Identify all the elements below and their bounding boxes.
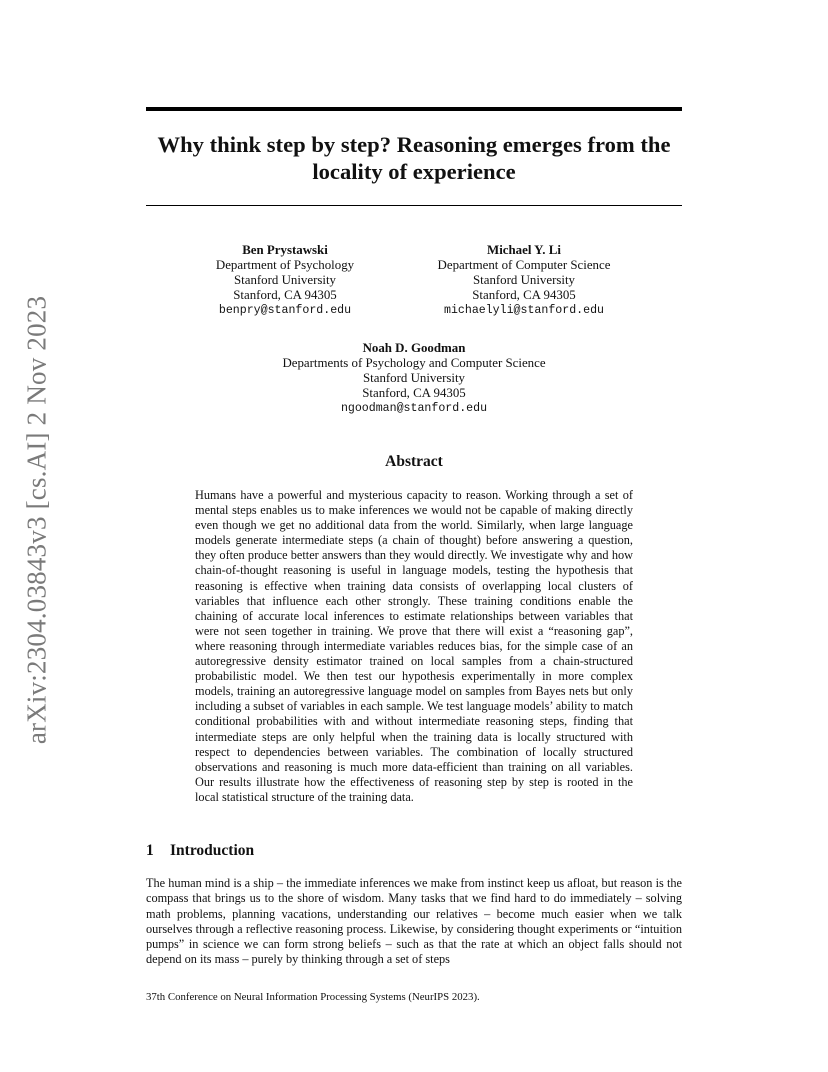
author-department: Department of Computer Science [437, 258, 611, 272]
author-name: Ben Prystawski [242, 243, 328, 257]
author-email: ngoodman@stanford.edu [340, 402, 488, 415]
section-number: 1 [146, 842, 154, 859]
author-name: Noah D. Goodman [362, 341, 466, 355]
paper-title: Why think step by step? Reasoning emerges from the locality of experience [157, 132, 671, 184]
section-title: Introduction [170, 842, 255, 859]
author-university: Stanford University [362, 371, 466, 385]
author-location: Stanford, CA 94305 [472, 288, 576, 302]
abstract-heading: Abstract [385, 453, 443, 470]
author-block-3 [214, 341, 614, 416]
author-block-1 [190, 243, 380, 318]
title-bottom-rule [146, 205, 682, 206]
author-university: Stanford University [472, 273, 576, 287]
section-heading [146, 842, 254, 860]
author-email: michaelyli@stanford.edu [443, 304, 605, 317]
conference-footnote: 37th Conference on Neural Information Processing Systems (NeurIPS 2023). [146, 991, 480, 1003]
arxiv-stamp-text: arXiv:2304.03843v3 [cs.AI] 2 Nov 2023 [21, 295, 52, 745]
author-department: Departments of Psychology and Computer Science [282, 356, 546, 370]
author-location: Stanford, CA 94305 [362, 386, 466, 400]
introduction-text: The human mind is a ship – the immediate inferences we make from instinct keep us afloat, but reason is the compass that brings us to the shore of wisdom. Many tasks that we find hard to do immediately – solving math problems, planning vacations, understanding our relatives – become much easier when we talk ourselves through a reflective reasoning process. Likewise, by considering thought experiments or “intuition pumps” in science we can form strong beliefs – such as that the rate at which an object falls should not depend on its mass – purely by thinking through a set of steps [146, 876, 682, 967]
author-email: benpry@stanford.edu [218, 304, 352, 317]
author-block-2 [410, 243, 638, 318]
author-location: Stanford, CA 94305 [233, 288, 337, 302]
author-department: Department of Psychology [215, 258, 355, 272]
abstract-text: Humans have a powerful and mysterious capacity to reason. Working through a set of mental steps enables us to make inferences we would not be capable of making directly even though we get no additional data from the world. Similarly, when large language models generate intermediate steps (a chain of thought) before answering a question, they often produce better answers than they would directly. We investigate why and how chain-of-thought reasoning is useful in language models, testing the hypothesis that reasoning is effective when training data consists of overlapping local clusters of variables that influence each other strongly. These training conditions enable the chaining of accurate local inferences to estimate relationships between variables that were not seen together in training. We prove that there will exist a “reasoning gap”, where reasoning through intermediate variables reduces bias, for the simple case of an autoregressive density estimator trained on local samples from a chain-structured probabilistic model. We then test our hypothesis experimentally in more complex models, training an autoregressive language model on samples from Bayes nets but only including a subset of variables in each sample. We test language models’ ability to match conditional probabilities with and without intermediate reasoning steps, finding that intermediate steps are only helpful when the training data is locally structured with respect to dependencies between variables. The combination of locally structured observations and reasoning is much more data-efficient than training on all variables. Our results illustrate how the effectiveness of reasoning step by step is rooted in the local statistical structure of the training data. [195, 488, 633, 804]
title-top-rule [146, 107, 682, 111]
author-university: Stanford University [233, 273, 337, 287]
author-name: Michael Y. Li [487, 243, 561, 257]
